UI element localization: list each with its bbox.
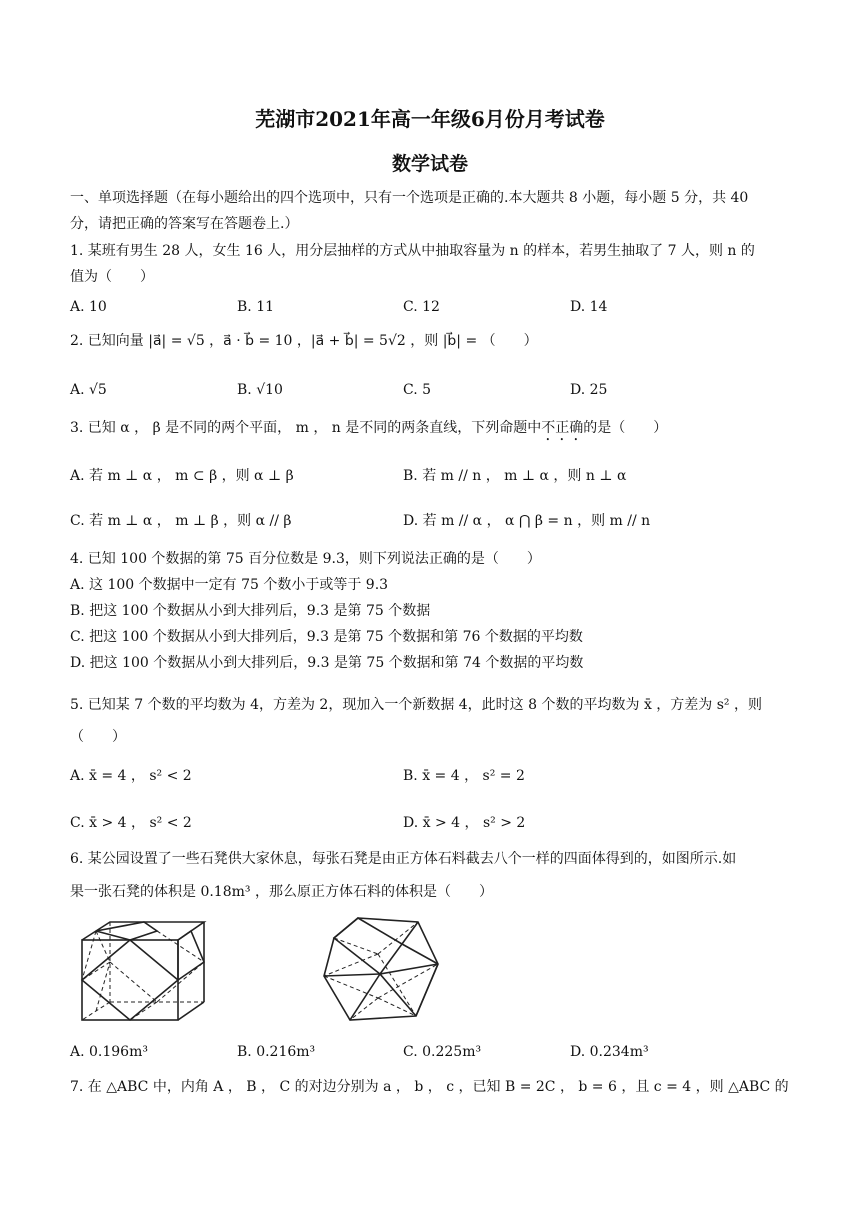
q5-option-c: C. x̄ > 4 ， s² < 2 — [70, 815, 192, 831]
q6-option-a: A. 0.196m³ — [70, 1044, 148, 1060]
q6-option-d: D. 0.234m³ — [570, 1044, 649, 1060]
q1-option-b: B. 11 — [237, 299, 275, 315]
q3-stem-pre: 3. 已知 α ， β 是不同的两个平面， m ， n 是不同的两条直线，下列命题中 — [70, 420, 542, 436]
q3-option-c: C. 若 m ⊥ α ， m ⊥ β ，则 α // β — [70, 513, 292, 529]
q3-option-b: B. 若 m // n ， m ⊥ α ，则 n ⊥ α — [403, 468, 627, 484]
q6-option-b: B. 0.216m³ — [237, 1044, 316, 1060]
q1-stem-line-2: 值为（ ） — [70, 269, 154, 285]
cube-figure — [76, 916, 211, 1024]
q1-option-d: D. 14 — [570, 299, 608, 315]
q5-stem-line-2: （ ） — [70, 729, 126, 745]
stool-figure — [320, 914, 442, 1026]
q3-option-d: D. 若 m // α ， α ⋂ β = n ，则 m // n — [403, 513, 651, 529]
q4-option-b: B. 把这 100 个数据从小到大排列后，9.3 是第 75 个数据 — [70, 603, 431, 619]
section-instruction-line-2: 分，请把正确的答案写在答题卷上.） — [70, 216, 299, 232]
q7-stem-line-1: 7. 在 △ABC 中，内角 A ， B ， C 的对边分别为 a ， b ， c ，已知 B = 2C ， b = 6 ，且 c = 4 ，则 △ABC 的 — [70, 1079, 789, 1095]
q1-stem-line-1: 1. 某班有男生 28 人，女生 16 人，用分层抽样的方式从中抽取容量为 n 的样本，若男生抽取了 7 人，则 n 的 — [70, 243, 755, 259]
q2-option-c: C. 5 — [403, 382, 432, 398]
q3-stem-emphasis: 不正确 — [541, 420, 584, 436]
q4-stem: 4. 已知 100 个数据的第 75 百分位数是 9.3，则下列说法正确的是（ ） — [70, 551, 541, 567]
q5-option-b: B. x̄ = 4 ， s² = 2 — [403, 768, 525, 784]
q2-stem: 2. 已知向量 |a⃗| = √5 ，a⃗ · b⃗ = 10 ，|a⃗ + b⃗| = 5√2 ，则 |b⃗| = （ ） — [70, 333, 538, 349]
q6-stem-line-2: 果一张石凳的体积是 0.18m³ ，那么原正方体石料的体积是（ ） — [70, 884, 493, 900]
q5-stem-line-1: 5. 已知某 7 个数的平均数为 4，方差为 2，现加入一个新数据 4，此时这 8 个数的平均数为 x̄ ，方差为 s² ，则 — [70, 697, 762, 713]
q2-option-a: A. √5 — [70, 382, 107, 398]
q2-option-b: B. √10 — [237, 382, 283, 398]
page-title: 芜湖市2021年高一年级6月份月考试卷 — [255, 107, 605, 131]
q4-option-a: A. 这 100 个数据中一定有 75 个数小于或等于 9.3 — [70, 577, 389, 593]
q4-option-d: D. 把这 100 个数据从小到大排列后，9.3 是第 75 个数据和第 74 个数据的平均数 — [70, 655, 584, 671]
q5-option-d: D. x̄ > 4 ， s² > 2 — [403, 815, 526, 831]
q5-option-a: A. x̄ = 4 ， s² < 2 — [70, 768, 192, 784]
q4-option-c: C. 把这 100 个数据从小到大排列后，9.3 是第 75 个数据和第 76 个数据的平均数 — [70, 629, 583, 645]
q6-stem-line-1: 6. 某公园设置了一些石凳供大家休息，每张石凳是由正方体石料截去八个一样的四面体得到的，如图所示.如 — [70, 851, 737, 867]
q1-option-a: A. 10 — [70, 299, 107, 315]
q1-option-c: C. 12 — [403, 299, 440, 315]
section-instruction-line-1: 一、单项选择题（在每小题给出的四个选项中，只有一个选项是正确的.本大题共 8 小题，每小题 5 分，共 40 — [70, 190, 749, 206]
q3-option-a: A. 若 m ⊥ α ， m ⊂ β ，则 α ⊥ β — [70, 468, 294, 484]
q3-stem-post: 的是（ ） — [583, 420, 668, 436]
q6-option-c: C. 0.225m³ — [403, 1044, 482, 1060]
q3-stem — [70, 418, 792, 444]
q2-option-d: D. 25 — [570, 382, 608, 398]
page-subtitle: 数学试卷 — [391, 153, 468, 175]
